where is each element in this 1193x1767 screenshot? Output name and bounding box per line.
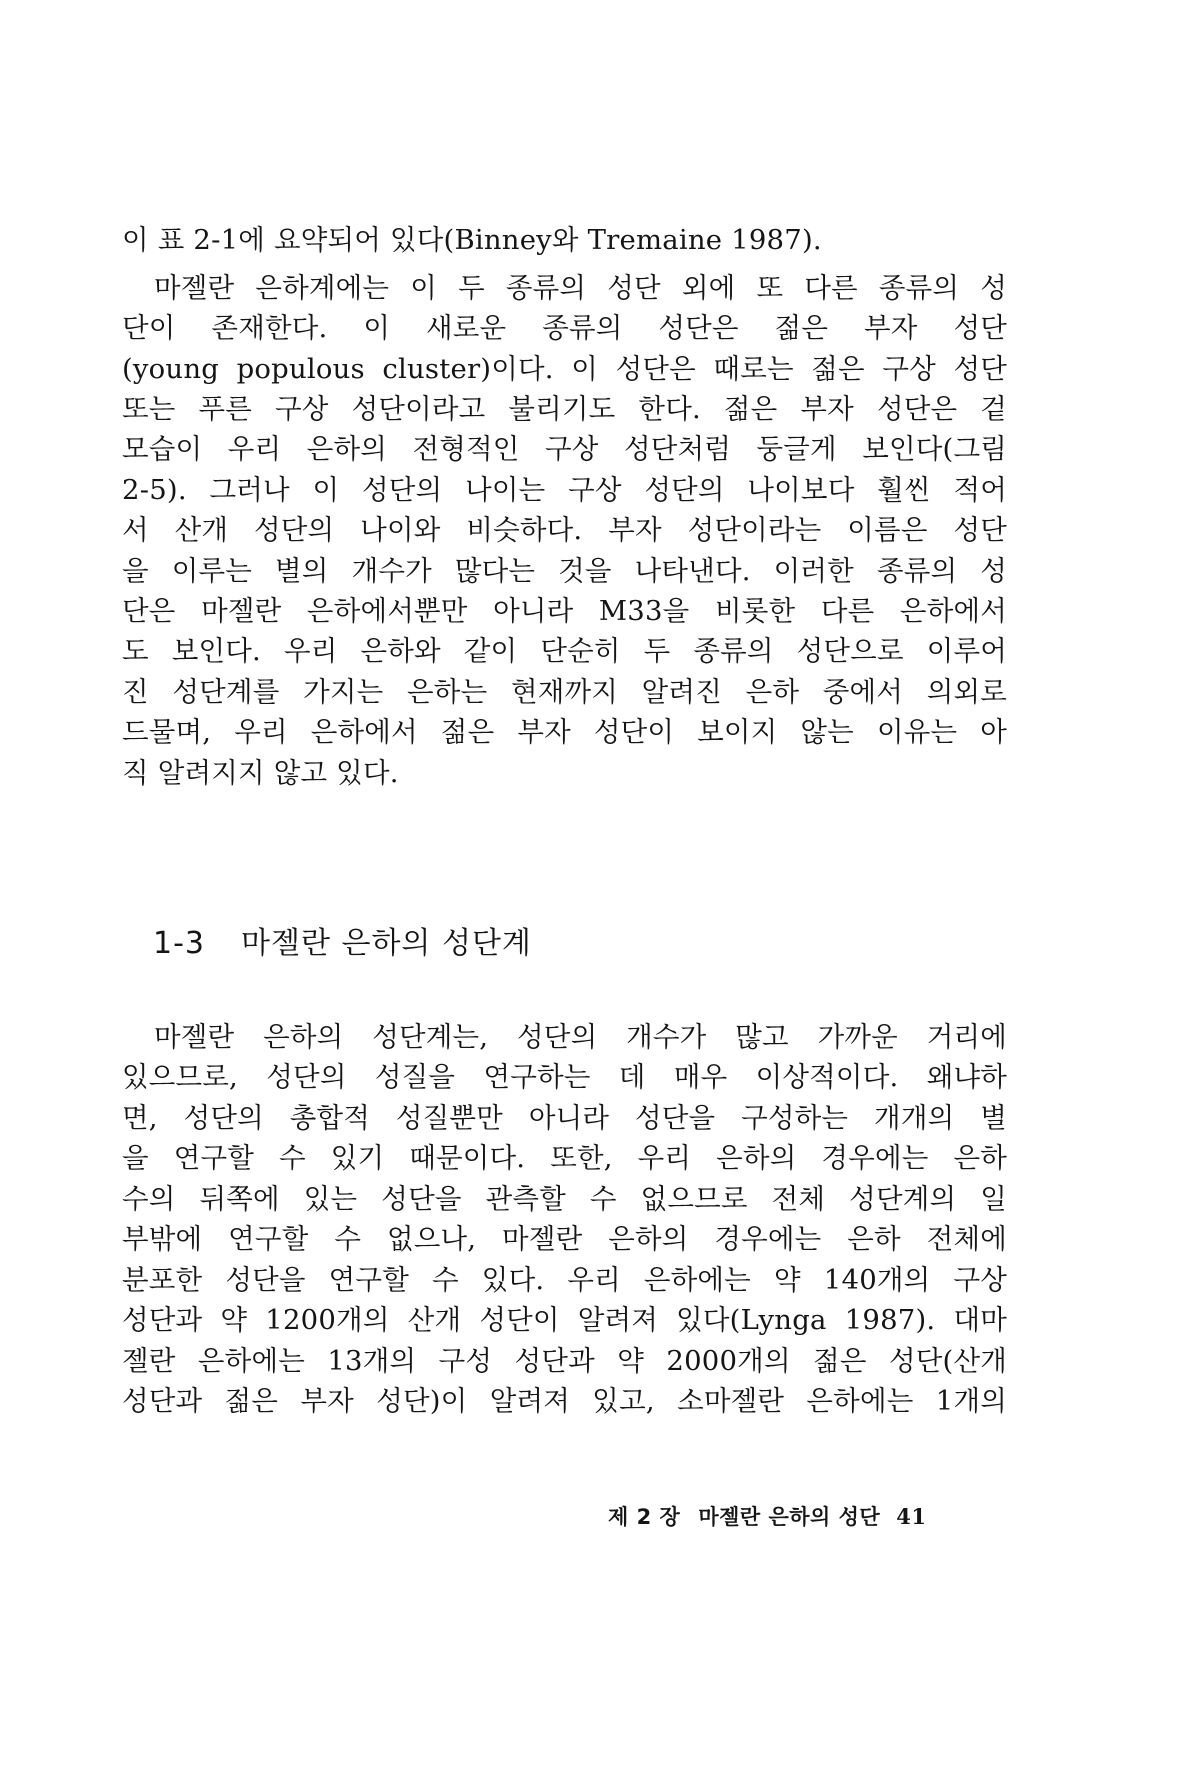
paragraph-first-line: 마젤란 은하의 성단계는, 성단의 개수가 많고 가까운 거리에 [154,1021,1007,1053]
text-line: 젤란 은하에는 13개의 구성 성단과 약 2000개의 젊은 성단(산개 [122,1345,1007,1377]
text-line: 분포한 성단을 연구할 수 있다. 우리 은하에는 약 140개의 구상 [122,1264,1007,1296]
text-line: 서 산개 성단의 나이와 비슷하다. 부자 성단이라는 이름은 성단 [122,514,1007,546]
text-line: 부밖에 연구할 수 없으나, 마젤란 은하의 경우에는 은하 전체에 [122,1223,1007,1255]
text-line: 을 연구할 수 있기 때문이다. 또한, 우리 은하의 경우에는 은하 [122,1142,1007,1174]
paragraph-first-line: 마젤란 은하계에는 이 두 종류의 성단 외에 또 다른 종류의 성 [154,272,1007,304]
text-line: 성단과 약 1200개의 산개 성단이 알려져 있다(Lynga 1987). 대마 [122,1304,1007,1336]
text-line: 모습이 우리 은하의 전형적인 구상 성단처럼 둥글게 보인다(그림 [122,433,1007,465]
text-line: 수의 뒤쪽에 있는 성단을 관측할 수 없으므로 전체 성단계의 일 [122,1183,1007,1215]
text-line: 또는 푸른 구상 성단이라고 불리기도 한다. 젊은 부자 성단은 겉 [122,393,1007,425]
chapter-title: 마젤란 은하의 성단 [698,1505,881,1529]
text-line: 성단과 젊은 부자 성단)이 알려져 있고, 소마젤란 은하에는 1개의 [122,1385,1007,1417]
text-line: 직 알려지지 않고 있다. [122,757,399,789]
text-line: 도 보인다. 우리 은하와 같이 단순히 두 종류의 성단으로 이루어 [122,635,1007,667]
chapter-label: 제 2 장 [608,1505,681,1529]
text-line: (young populous cluster)이다. 이 성단은 때로는 젊은 구상 성단 [122,353,1007,385]
text-line: 면, 성단의 총합적 성질뿐만 아니라 성단을 구성하는 개개의 별 [122,1102,1007,1134]
text-line: 있으므로, 성단의 성질을 연구하는 데 매우 이상적이다. 왜냐하 [122,1061,1007,1093]
text-line: 진 성단계를 가지는 은하는 현재까지 알려진 은하 중에서 의외로 [122,676,1007,708]
section-number: 1-3 [153,926,205,961]
text-line: 을 이루는 별의 개수가 많다는 것을 나타낸다. 이러한 종류의 성 [122,555,1007,587]
section-title: 마젤란 은하의 성단계 [241,926,532,961]
text-line: 단이 존재한다. 이 새로운 종류의 성단은 젊은 부자 성단 [122,312,1007,344]
text-line: 단은 마젤란 은하에서뿐만 아니라 M33을 비롯한 다른 은하에서 [122,595,1007,627]
text-line: 2-5). 그러나 이 성단의 나이는 구상 성단의 나이보다 훨씬 적어 [122,474,1007,506]
page-footer [608,1502,926,1532]
text-line: 이 표 2-1에 요약되어 있다(Binney와 Tremaine 1987). [122,224,822,256]
text-line: 드물며, 우리 은하에서 젊은 부자 성단이 보이지 않는 이유는 아 [122,716,1007,748]
page-number: 41 [896,1504,927,1529]
section-heading [153,922,532,966]
